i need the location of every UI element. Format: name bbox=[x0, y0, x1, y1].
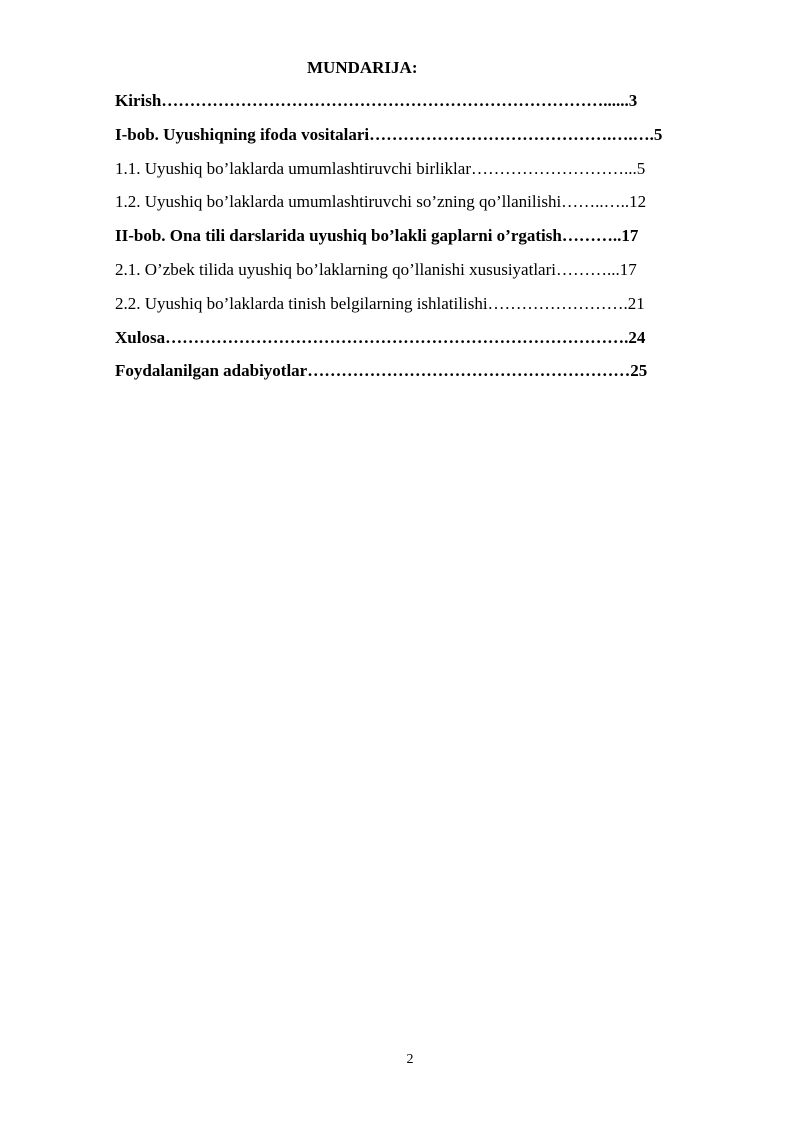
toc-entry-section-2-1: 2.1. O’zbek tilida uyushiq bo’laklarning qo’llanishi xususiyatlari………...17 bbox=[115, 259, 637, 279]
toc-entry-adabiyotlar: Foydalanilgan adabiyotlar…………………………………………………25 bbox=[115, 361, 648, 381]
toc-entry-chapter-1: I-bob. Uyushiqning ifoda vositalari…………………………………….….….5 bbox=[115, 124, 663, 144]
toc-title: MUNDARIJA: bbox=[307, 58, 418, 77]
toc-entry-section-2-2: 2.2. Uyushiq bo’laklarda tinish belgilarning ishlatilishi…………………….21 bbox=[115, 293, 645, 313]
toc-entry-section-1-1: 1.1. Uyushiq bo’laklarda umumlashtiruvchi birliklar………………………...5 bbox=[115, 158, 646, 178]
toc-entry-kirish: Kirish……………………………………………………………………......3 bbox=[115, 91, 638, 110]
toc-entry-section-1-2: 1.2. Uyushiq bo’laklarda umumlashtiruvchi so’zning qo’llanilishi……..…..12 bbox=[115, 192, 647, 212]
toc-entry-chapter-2: II-bob. Ona tili darslarida uyushiq bo’lakli gaplarni o’rgatish………..17 bbox=[115, 226, 639, 246]
toc-entry-xulosa: Xulosa……………………………………………………………………….24 bbox=[115, 327, 646, 347]
table-of-contents bbox=[115, 89, 715, 393]
page-number: 2 bbox=[406, 1052, 414, 1067]
